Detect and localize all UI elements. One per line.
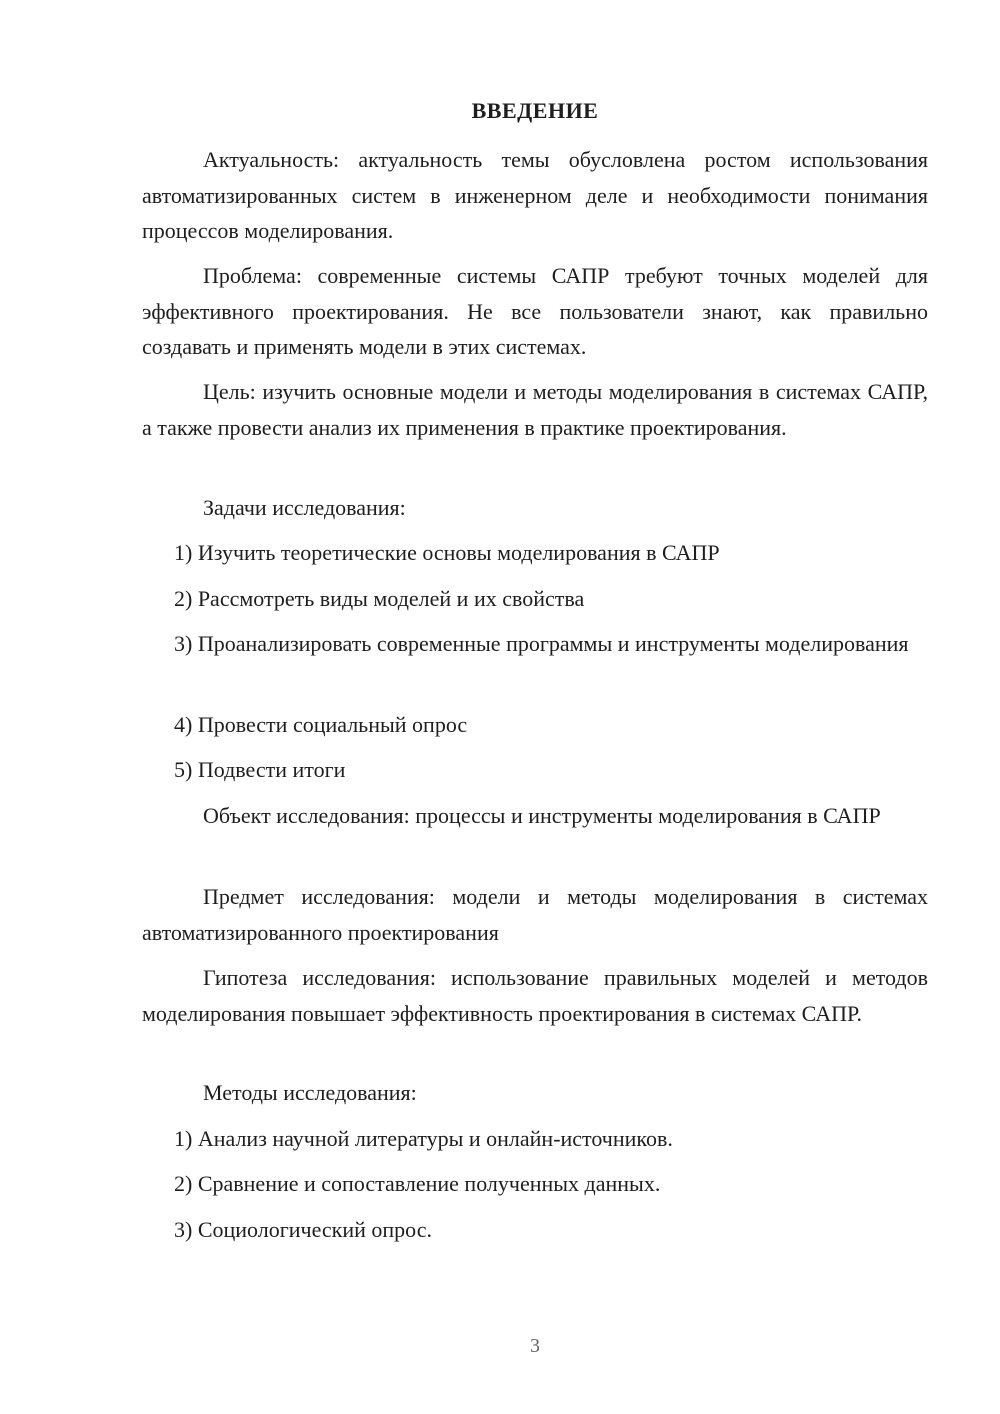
paragraph-subject: Предмет исследования: модели и методы моделирования в системах автоматизированного проектирования <box>142 884 928 945</box>
page-number: 3 <box>530 1335 540 1357</box>
task-item-2: 2) Рассмотреть виды моделей и их свойства <box>174 586 585 611</box>
task-item-5: 5) Подвести итоги <box>174 757 346 782</box>
methods-heading: Методы исследования: <box>203 1080 417 1105</box>
method-item-3: 3) Социологический опрос. <box>174 1217 432 1242</box>
paragraph-relevance: Актуальность: актуальность темы обусловлена ростом использования автоматизированных систем в инженерном деле и необходимости понимания процессов моделирования. <box>142 147 928 243</box>
paragraph-object: Объект исследования: процессы и инструменты моделирования в САПР <box>203 803 881 828</box>
method-item-2: 2) Сравнение и сопоставление полученных данных. <box>174 1171 661 1196</box>
task-item-1: 1) Изучить теоретические основы моделирования в САПР <box>174 540 720 565</box>
tasks-heading: Задачи исследования: <box>203 495 406 520</box>
method-item-1: 1) Анализ научной литературы и онлайн-источников. <box>174 1126 673 1151</box>
task-item-4: 4) Провести социальный опрос <box>174 712 468 737</box>
paragraph-problem: Проблема: современные системы САПР требуют точных моделей для эффективного проектирования. Не все пользователи знают, как правильно создавать и применять модели в этих системах. <box>142 263 928 359</box>
paragraph-goal: Цель: изучить основные модели и методы моделирования в системах САПР, а также провести анализ их применения в практике проектирования. <box>142 379 928 440</box>
task-item-3: 3) Проанализировать современные программы и инструменты моделирования <box>174 631 909 656</box>
document-page <box>142 0 928 1414</box>
section-heading: ВВЕДЕНИЕ <box>471 98 599 123</box>
paragraph-hypothesis: Гипотеза исследования: использование правильных моделей и методов моделирования повышает эффективность проектирования в системах САПР. <box>142 965 928 1026</box>
